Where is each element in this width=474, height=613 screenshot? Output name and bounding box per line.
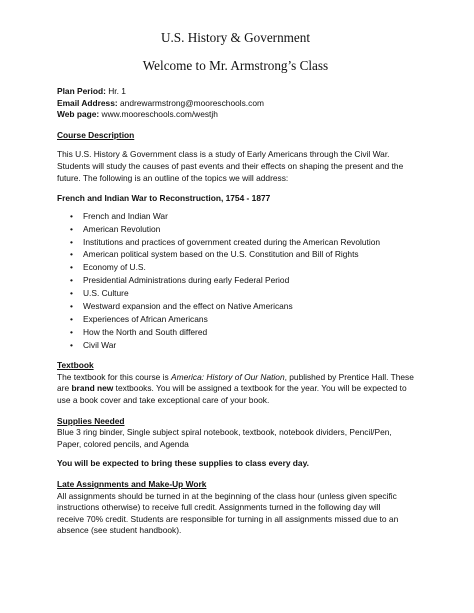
topic-text: American Revolution (83, 223, 161, 234)
textbook-line: use a book cover and take exceptional care of your book. (57, 395, 270, 406)
supplies-line: Paper, colored pencils, and Agenda (57, 438, 189, 449)
course-description-heading: Course Description (57, 129, 135, 140)
bullet-icon: • (70, 249, 73, 260)
textbook-title: America: History of Our Nation (171, 371, 285, 382)
textbook-text (57, 372, 414, 407)
textbook-text-segment: The textbook for this course is (57, 371, 172, 382)
topic-item (57, 340, 414, 352)
plan-period-line (57, 86, 414, 98)
late-work-text (57, 491, 414, 537)
course-description-line: This U.S. History & Government class is a study of Early Americans through the Civil War. (57, 149, 390, 160)
topic-text: Economy of U.S. (83, 262, 146, 273)
course-description-line: future. The following is an outline of the topics we will address: (57, 172, 289, 183)
topic-text: Institutions and practices of government created during the American Revolution (83, 236, 381, 247)
plan-period-value: Hr. 1 (108, 86, 126, 96)
topic-item (57, 211, 414, 223)
late-work-line: absence (see student handbook). (57, 525, 182, 536)
bullet-icon: • (70, 313, 73, 324)
topic-item (57, 275, 414, 287)
topic-text: How the North and South differed (83, 326, 208, 337)
textbook-text-segment: textbooks. You will be assigned a textbook for the year. You will be expected to (113, 383, 407, 394)
plan-period-label: Plan Period: (57, 86, 106, 96)
bullet-icon: • (70, 210, 73, 221)
textbook-heading: Textbook (57, 360, 94, 371)
course-description-line: Students will study the causes of past events and their effects on shaping the present and the (57, 160, 404, 171)
topics-heading: French and Indian War to Reconstruction, 1754 - 1877 (57, 193, 271, 204)
web-page-label: Web page: (57, 109, 100, 120)
brand-new-emphasis: brand new (71, 383, 114, 394)
email-value: andrewarmstrong@mooreschools.com (120, 97, 264, 108)
textbook-text-segment: , published by Prentice Hall. These (284, 371, 414, 382)
topic-text: Westward expansion and the effect on Native Americans (83, 300, 293, 311)
web-page-line (57, 109, 414, 121)
document-subtitle: Welcome to Mr. Armstrong’s Class (142, 58, 329, 73)
bullet-icon: • (70, 262, 73, 273)
supplies-text (57, 427, 414, 450)
topic-text: French and Indian War (83, 210, 168, 221)
textbook-line (57, 383, 414, 395)
topic-item (57, 249, 414, 261)
textbook-text-segment: are (57, 383, 72, 394)
topics-list (57, 211, 414, 352)
late-work-line: instructions otherwise) to receive full credit. Assignments turned in the following day will (57, 502, 381, 513)
topic-text: Presidential Administrations during early Federal Period (83, 275, 290, 286)
document-title: U.S. History & Government (160, 30, 311, 45)
late-work-line: All assignments should be turned in at the beginning of the class hour (unless given specific (57, 490, 397, 501)
topic-text: U.S. Culture (83, 288, 129, 299)
email-label: Email Address: (57, 97, 118, 108)
textbook-line (57, 372, 414, 384)
topic-item (57, 301, 414, 313)
bullet-icon: • (70, 300, 73, 311)
web-page-value: www.mooreschools.com/westjh (101, 109, 218, 120)
late-work-heading: Late Assignments and Make-Up Work (57, 479, 207, 489)
bullet-icon: • (70, 275, 73, 286)
topic-item (57, 288, 414, 300)
supplies-heading: Supplies Needed (57, 415, 125, 426)
topic-text: American political system based on the U.S. Constitution and Bill of Rights (83, 249, 359, 260)
topic-item (57, 237, 414, 249)
email-line (57, 98, 414, 110)
bullet-icon: • (70, 236, 73, 247)
supplies-line: Blue 3 ring binder, Single subject spiral notebook, textbook, notebook dividers, Pencil/Pen, (57, 427, 392, 438)
supplies-notice: You will be expected to bring these supplies to class every day. (57, 458, 309, 469)
topic-item (57, 314, 414, 326)
topic-item (57, 224, 414, 236)
topic-text: Experiences of African Americans (83, 313, 208, 324)
bullet-icon: • (70, 339, 73, 350)
topic-item (57, 327, 414, 339)
topic-item (57, 262, 414, 274)
bullet-icon: • (70, 223, 73, 234)
bullet-icon: • (70, 326, 73, 337)
course-description-text (57, 149, 414, 184)
bullet-icon: • (70, 288, 73, 299)
late-work-line: receive 70% credit. Students are responsible for turning in all assignments missed due to an (57, 513, 399, 524)
topic-text: Civil War (83, 339, 117, 350)
